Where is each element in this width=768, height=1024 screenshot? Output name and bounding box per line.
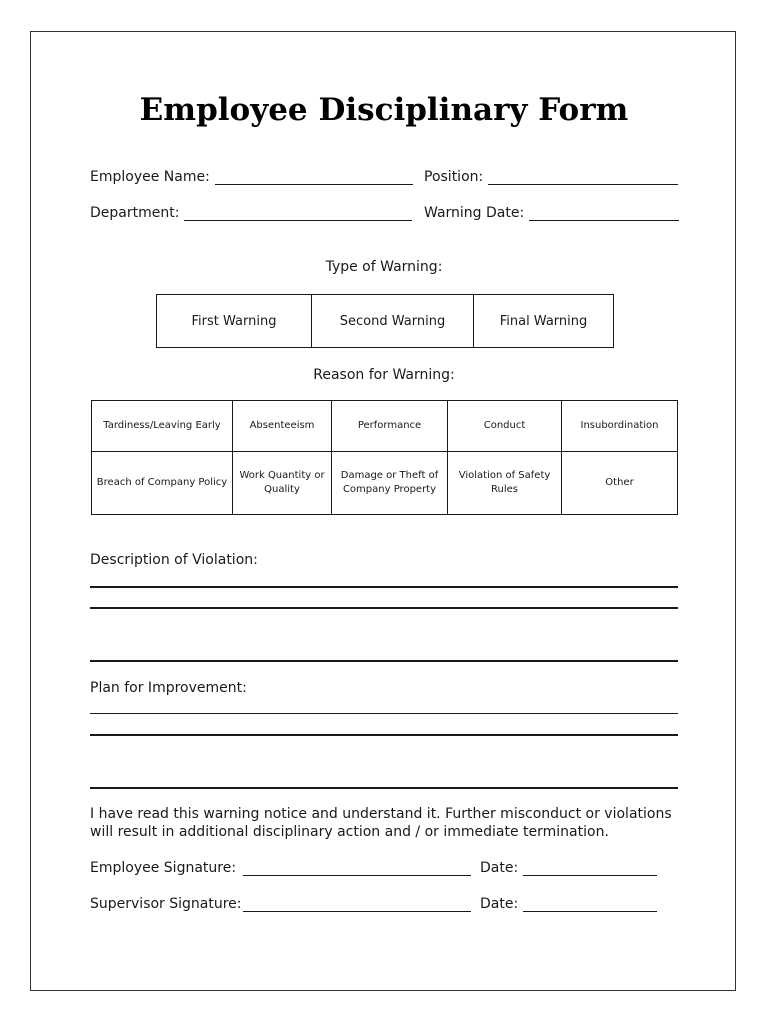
reason-breach-of-policy[interactable]: Breach of Company Policy [92, 452, 233, 515]
position-label: Position: [424, 169, 484, 185]
employee-signature-label: Employee Signature: [90, 860, 237, 876]
supervisor-date-field [480, 896, 657, 912]
supervisor-date-input[interactable] [523, 897, 657, 912]
description-label: Description of Violation: [90, 552, 258, 568]
employee-date-input[interactable] [523, 861, 657, 876]
reason-tardiness[interactable]: Tardiness/Leaving Early [92, 401, 233, 452]
plan-line[interactable] [90, 734, 678, 736]
reason-table [91, 400, 678, 515]
employee-date-label: Date: [480, 860, 519, 876]
plan-line[interactable] [90, 787, 678, 789]
reason-for-warning-label: Reason for Warning: [313, 367, 455, 383]
reason-performance[interactable]: Performance [332, 401, 448, 452]
employee-name-field [90, 169, 413, 185]
warning-option-second[interactable]: Second Warning [312, 295, 474, 348]
department-input[interactable] [184, 206, 412, 221]
reason-conduct[interactable]: Conduct [448, 401, 562, 452]
employee-name-input[interactable] [215, 170, 413, 185]
employee-signature-field [90, 860, 471, 876]
description-line[interactable] [90, 607, 678, 609]
description-line[interactable] [90, 660, 678, 662]
warning-type-table [156, 294, 614, 348]
plan-line[interactable] [90, 713, 678, 714]
position-input[interactable] [488, 170, 678, 185]
reason-safety-violation[interactable]: Violation of Safety Rules [448, 452, 562, 515]
type-of-warning-label: Type of Warning: [325, 259, 443, 275]
employee-signature-input[interactable] [243, 861, 471, 876]
employee-name-label: Employee Name: [90, 169, 210, 185]
reason-absenteeism[interactable]: Absenteeism [233, 401, 332, 452]
supervisor-date-label: Date: [480, 896, 519, 912]
reason-work-quantity[interactable]: Work Quantity or Quality [233, 452, 332, 515]
reason-damage-or-theft[interactable]: Damage or Theft of Company Property [332, 452, 448, 515]
warning-option-final[interactable]: Final Warning [474, 295, 614, 348]
supervisor-signature-field [90, 896, 471, 912]
acknowledgement-text: I have read this warning notice and understand it. Further misconduct or violations will result in additional disciplinary action and / or immediate termination. [90, 806, 672, 840]
department-field [90, 205, 412, 221]
warning-date-input[interactable] [529, 206, 679, 221]
warning-option-first[interactable]: First Warning [157, 295, 312, 348]
form-title: Employee Disciplinary Form [139, 92, 629, 128]
reason-insubordination[interactable]: Insubordination [562, 401, 678, 452]
plan-label: Plan for Improvement: [90, 680, 247, 696]
warning-date-label: Warning Date: [424, 205, 525, 221]
position-field [424, 169, 678, 185]
supervisor-signature-label: Supervisor Signature: [90, 896, 242, 912]
description-line[interactable] [90, 586, 678, 588]
supervisor-signature-input[interactable] [243, 897, 471, 912]
warning-date-field [424, 205, 679, 221]
employee-date-field [480, 860, 657, 876]
department-label: Department: [90, 205, 180, 221]
reason-other[interactable]: Other [562, 452, 678, 515]
